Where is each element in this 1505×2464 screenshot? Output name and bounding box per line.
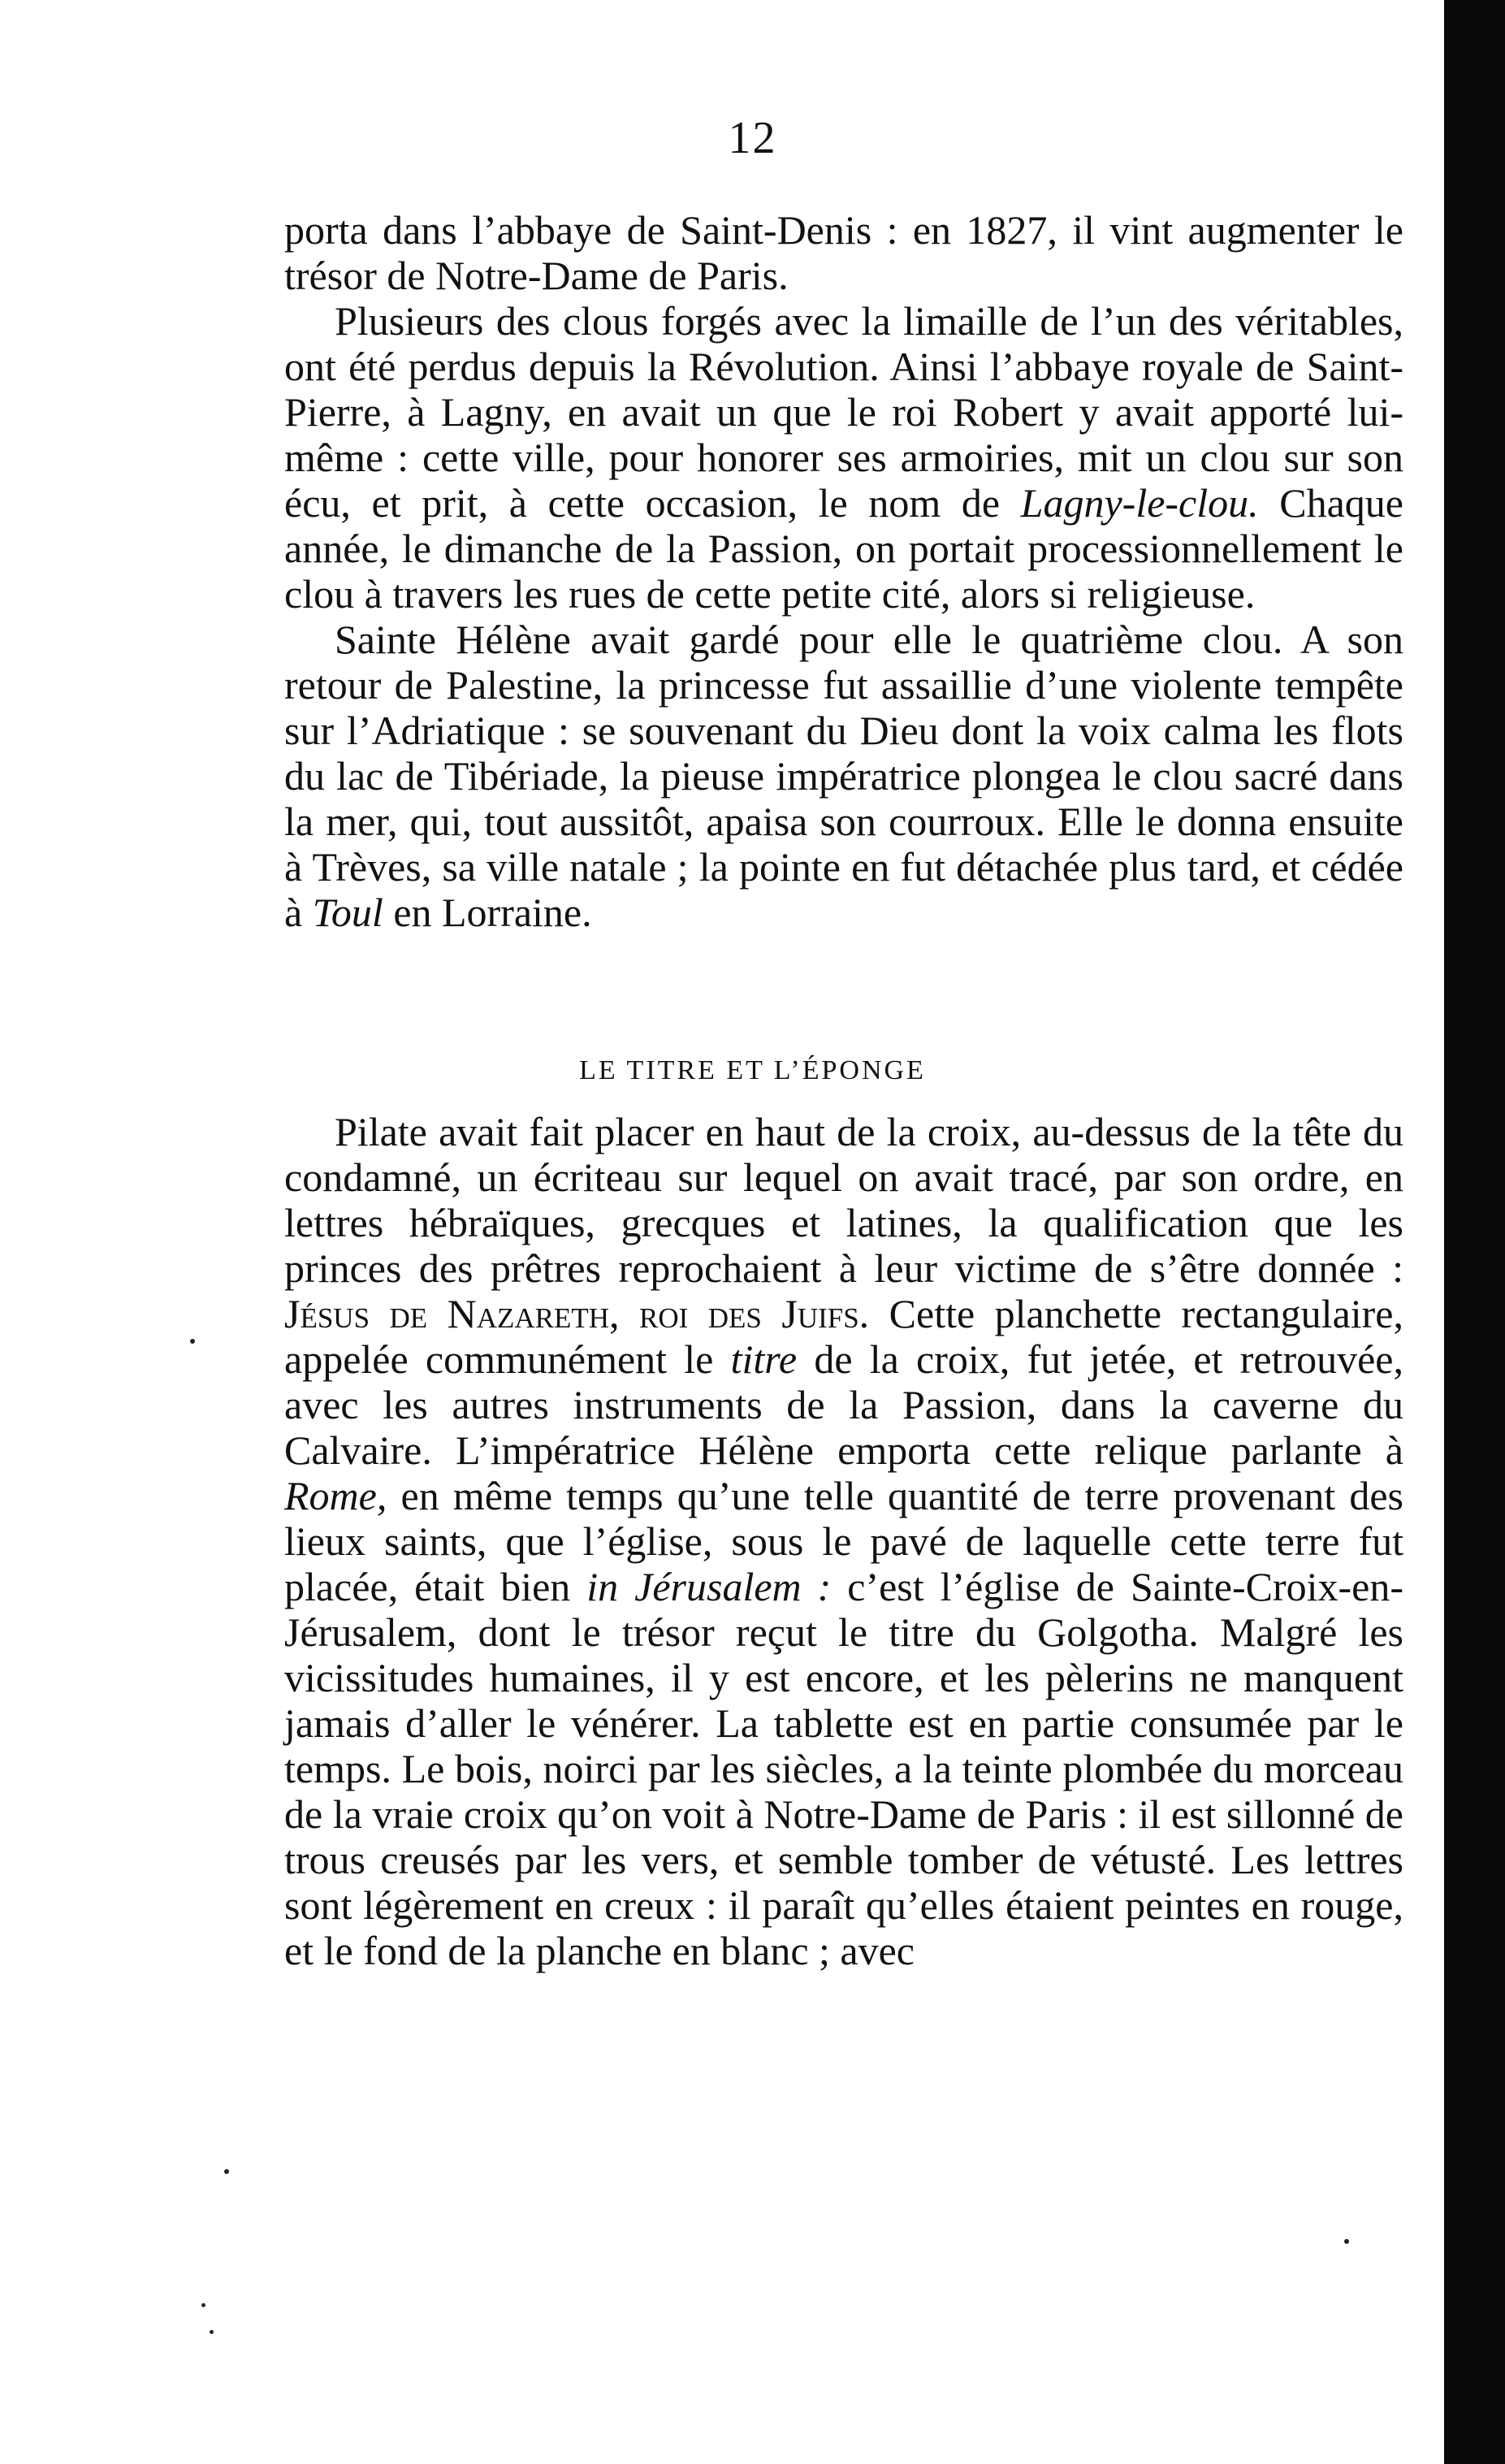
paragraph-lagny: Plusieurs des clous forgés avec la limaille de l’un des véritables, ont été perdus depuis la Révolution. Ainsi l’abbaye royale de Saint-Pierre, à Lagny, en avait un que le roi Robert y avait apporté lui-même : cette ville, pour honorer ses armoiries, mit un clou sur son écu, et prit, à cette occasion, le nom de Lagny-le-clou. Chaque année, le dimanche de la Passion, on portait processionnellement le clou à travers les rues de cette petite cité, alors si religieuse. bbox=[284, 298, 1403, 617]
smallcaps-inscription: Jésus de Nazareth, roi des Juifs. bbox=[284, 1291, 870, 1336]
page-number: 12 bbox=[728, 113, 777, 163]
scan-speck bbox=[210, 2330, 214, 2334]
paragraph-titre: Pilate avait fait placer en haut de la croix, au-dessus de la tête du condamné, un écriteau sur lequel on avait tracé, par son ordre, en lettres hébraïques, grecques et latines, la qualification que les princes des prêtres reprochaient à leur victime de s’être donnée : Jésus de Nazareth, roi des Juifs. Cette planchette rectangulaire, appelée communément le titre de la croix, fut jetée, et retrouvée, avec les autres instruments de la Passion, dans la caverne du Calvaire. L’impératrice Hélène emporta cette relique parlante à Rome, en même temps qu’une telle quantité de terre provenant des lieux saints, que l’église, sous le pavé de laquelle cette terre fut placée, était bien in Jérusalem : c’est l’église de Sainte-Croix-en-Jérusalem, dont le trésor reçut le titre du Golgotha. Malgré les vicissitudes humaines, il y est encore, et les pèlerins ne manquent jamais d’aller le vénérer. La tablette est en partie consumée par le temps. Le bois, noirci par les siècles, a la teinte plombée du morceau de la vraie croix qu’on voit à Notre-Dame de Paris : il est sillonné de trous creusés par les vers, et semble tomber de vétusté. Les lettres sont légèrement en creux : il paraît qu’elles étaient peintes en rouge, et le fond de la planche en blanc ; avec bbox=[284, 1109, 1403, 1973]
top-text-block bbox=[284, 207, 1403, 935]
italic-lagny-le-clou: Lagny-le-clou. bbox=[1020, 480, 1259, 526]
italic-titre: titre bbox=[730, 1336, 798, 1382]
scan-speck bbox=[1344, 2239, 1349, 2244]
scan-speck bbox=[190, 1339, 195, 1344]
scan-edge-border bbox=[1444, 0, 1505, 2464]
paragraph-continuation: porta dans l’abbaye de Saint-Denis : en 1827, il vint augmenter le trésor de Notre-Dame de Paris. bbox=[284, 207, 1403, 298]
scan-speck bbox=[224, 2169, 229, 2174]
italic-in-jerusalem: in Jérusalem : bbox=[586, 1564, 832, 1609]
italic-rome: Rome, bbox=[284, 1473, 387, 1518]
italic-toul: Toul bbox=[312, 890, 383, 935]
paragraph-sainte-helene: Sainte Hélène avait gardé pour elle le quatrième clou. A son retour de Palestine, la princesse fut assaillie d’une violente tempête sur l’Adriatique : se souvenant du Dieu dont la voix calma les flots du lac de Tibériade, la pieuse impératrice plongea le clou sacré dans la mer, qui, tout aussitôt, apaisa son courroux. Elle le donna ensuite à Trèves, sa ville natale ; la pointe en fut détachée plus tard, et cédée à Toul en Lorraine. bbox=[284, 617, 1403, 935]
section-heading: LE TITRE ET L’ÉPONGE bbox=[579, 1055, 926, 1085]
scan-speck bbox=[201, 2303, 205, 2307]
section-text-block bbox=[284, 1109, 1403, 1973]
